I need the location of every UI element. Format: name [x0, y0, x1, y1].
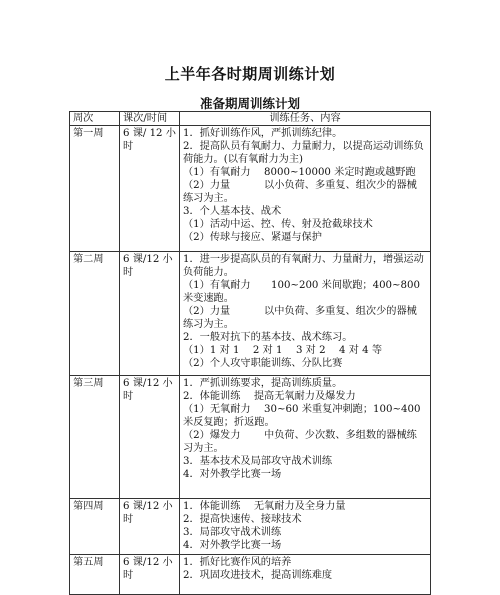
content-cell	[180, 376, 431, 499]
time-cell: 6 课/12 小时	[120, 499, 180, 555]
content-line: 1．严抓训练要求，提高训练质量。	[183, 378, 343, 389]
content-line: （2）传球与接应、紧逼与保护	[183, 232, 322, 243]
week-cell: 第三周	[70, 376, 120, 499]
content-cell	[180, 126, 431, 252]
content-line: （2）爆发力 中负荷、少次数、多组数的器械练习为主。	[183, 430, 417, 454]
content-line: （2）个人攻守职能训练、分队比赛	[183, 358, 343, 369]
content-line: （2）力量 以中负荷、多重复、组次少的器械练习为主。	[183, 306, 417, 330]
week-cell: 第一周	[70, 126, 120, 252]
table-row	[70, 252, 431, 376]
content-line: 2．巩固攻进技术，提高训练难度	[183, 570, 333, 581]
table-row	[70, 499, 431, 555]
week-cell: 第二周	[70, 252, 120, 376]
content-line: 2．提高队员有氧耐力、力量耐力，以提高运动训练负荷能力。(以有氧耐力为主)	[183, 141, 424, 165]
week-cell: 第四周	[70, 499, 120, 555]
table-row	[70, 555, 431, 595]
table-row	[70, 376, 431, 499]
table-row	[70, 126, 431, 252]
week-cell: 第五周	[70, 555, 120, 595]
training-plan-table	[69, 111, 431, 595]
time-cell: 6 课/12 小时	[120, 555, 180, 595]
content-line: 2．体能训练 提高无氧耐力及爆发力	[183, 391, 356, 402]
content-cell	[180, 252, 431, 376]
table-header-row	[70, 112, 431, 126]
content-line: 1．抓好比赛作风的培养	[183, 557, 292, 568]
content-line: （1）活动中运、控、传、射及抢截球技术	[183, 219, 373, 230]
time-cell: 6 课/12 小时	[120, 376, 180, 499]
content-line: 3．局部攻守战术训练	[183, 527, 282, 538]
content-line: 1．抓好训练作风，严抓训练纪律。	[183, 128, 343, 139]
content-line: （1）1 对 1 2 对 1 3 对 2 4 对 4 等	[183, 345, 383, 356]
header-time: 课次/时间	[120, 112, 180, 126]
content-line: 2．一般对抗下的基本技、战术练习。	[183, 332, 353, 343]
content-cell	[180, 499, 431, 555]
time-cell: 6 课/12 小时	[120, 252, 180, 376]
content-cell	[180, 555, 431, 595]
header-content: 训练任务、内容	[180, 112, 431, 126]
content-line: （1）有氧耐力 8000~10000 米定时跑或越野跑	[183, 167, 416, 178]
content-line: 4．对外教学比赛一场	[183, 469, 282, 480]
time-cell: 6 课/ 12 小时	[120, 126, 180, 252]
content-line: 2．提高快速传、接球技术	[183, 514, 302, 525]
content-line: （1）有氧耐力 100~200 米间歇跑；400~800 米变速跑。	[183, 280, 421, 304]
content-line: 1．体能训练 无氧耐力及全身力量	[183, 501, 346, 512]
document-subtitle: 准备期周训练计划	[199, 96, 300, 111]
content-line: （2）力量 以小负荷、多重复、组次少的器械练习为主。	[183, 180, 417, 204]
content-line: 1．进一步提高队员的有氧耐力、力量耐力，增强运动负荷能力。	[183, 254, 424, 278]
document-title: 上半年各时期周训练计划	[164, 65, 336, 83]
header-week: 周次	[70, 112, 120, 126]
content-line: （1）无氧耐力 30~60 米重复冲刺跑；100~400 米反复跑；折返跑。	[183, 404, 421, 428]
content-line: 3．个人基本技、战术	[183, 206, 282, 217]
content-line: 4．对外教学比赛一场	[183, 540, 282, 551]
content-line: 3．基本技术及局部攻守战术训练	[183, 456, 333, 467]
